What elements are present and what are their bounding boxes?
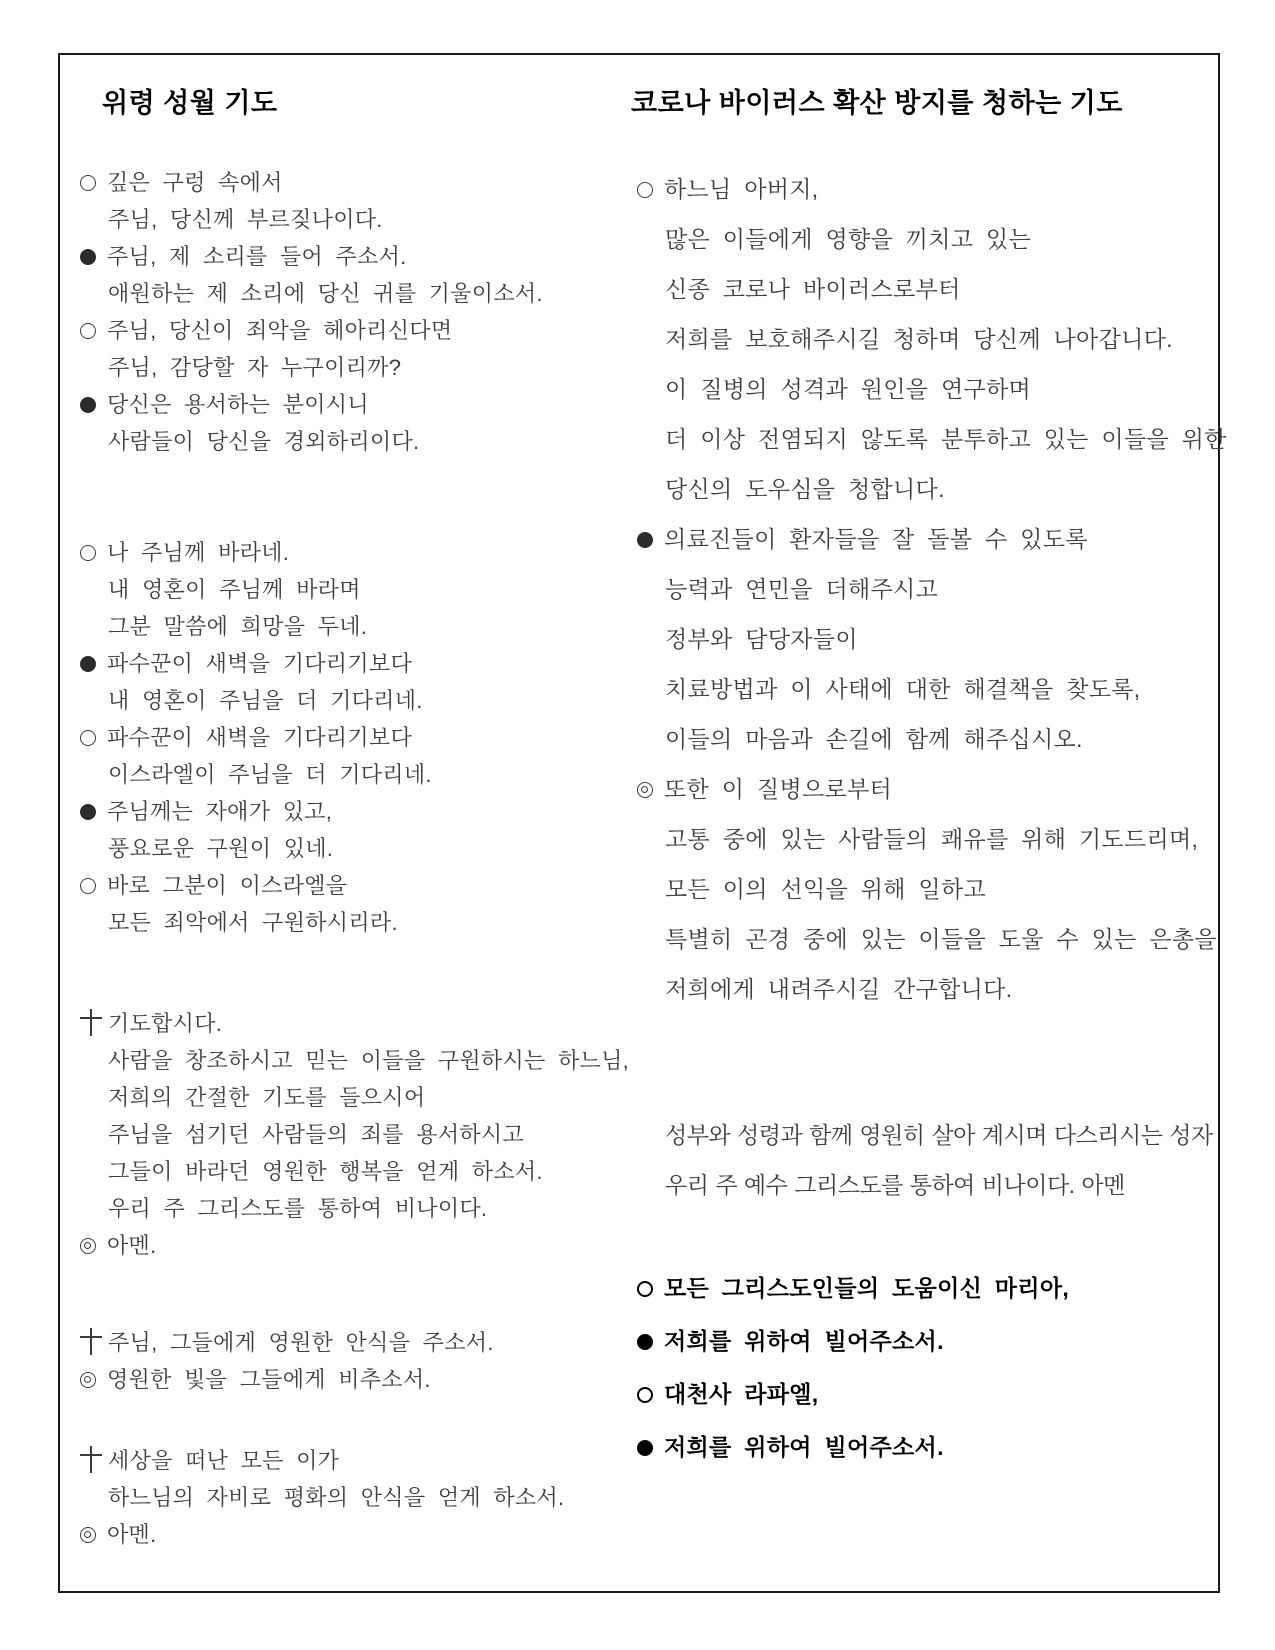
stanza [80,1442,625,1553]
marker-open-circle-icon [80,545,96,561]
verse-line: 모든 죄악에서 구원하시리라. [108,910,398,935]
stanza [80,1324,625,1398]
verse-line: 많은 이들에게 영향을 끼치고 있는 [665,226,1032,252]
verse-line: 내 영혼이 주님을 더 기다리네. [108,688,423,713]
verse-line: 치료방법과 이 사태에 대한 해결책을 찾도록, [665,676,1141,702]
right-prayer-body [637,164,1227,1474]
right-prayer-title: 코로나 바이러스 확산 방지를 청하는 기도 [631,88,1123,118]
verse-text: 또한 이 질병으로부터 [664,776,893,802]
marker-open-circle-icon [80,175,96,191]
stanza [637,1262,1189,1474]
stanza [80,534,625,941]
marker-filled-circle-icon [637,1440,653,1456]
verse-line [637,1421,1189,1474]
verse-line [80,312,625,349]
verse-line [80,386,625,423]
verse-text: 대천사 라파엘, [664,1381,819,1407]
left-prayer-column [80,86,630,1553]
verse-line: 사람들이 당신을 경외하리이다. [108,429,420,454]
marker-cross-icon [80,1328,102,1355]
verse-line: 하느님의 자비로 평화의 안식을 얻게 하소서. [108,1485,565,1510]
verse-line: 내 영혼이 주님께 바라며 [108,577,361,602]
verse-text: 파수꾼이 새벽을 기다리기보다 [107,651,413,676]
left-prayer-title: 위령 성월 기도 [102,88,278,118]
verse-line: 이스라엘이 주님을 더 기다리네. [108,762,432,787]
marker-open-circle-icon [637,1281,653,1297]
verse-line: 우리 주 예수 그리스도를 통하여 비나이다. 아멘 [665,1172,1125,1198]
stanza [637,164,1227,1014]
marker-double-circle-icon [80,1238,96,1254]
verse-line: 성부와 성령과 함께 영원히 살아 계시며 다스리시는 성자 [665,1122,1213,1148]
verse-line: 주님, 당신께 부르짖나이다. [108,207,383,232]
verse-text: 당신은 용서하는 분이시니 [107,392,369,417]
verse-line: 주님을 섬기던 사람들의 죄를 용서하시고 [108,1122,525,1147]
marker-filled-circle-icon [80,656,96,672]
verse-text: 세상을 떠난 모든 이가 [108,1448,340,1473]
verse-text: 아멘. [107,1522,157,1547]
marker-open-circle-icon [637,182,653,198]
marker-filled-circle-icon [80,249,96,265]
verse-line [80,1442,625,1479]
marker-cross-icon [80,1009,102,1036]
verse-line: 이들의 마음과 손길에 함께 해주십시오. [665,726,1083,752]
verse-line [637,764,1189,814]
marker-filled-circle-icon [80,397,96,413]
verse-line [80,1005,625,1042]
verse-line: 주님, 감당할 자 누구이리까? [108,355,402,380]
verse-line [637,1262,1189,1315]
verse-text: 주님, 제 소리를 들어 주소서. [107,244,407,269]
verse-text: 의료진들이 환자들을 잘 돌볼 수 있도록 [664,526,1088,552]
verse-line: 당신의 도우심을 청합니다. [665,476,945,502]
verse-text: 기도합시다. [108,1011,223,1036]
stanza [80,164,625,460]
verse-line [637,1368,1189,1421]
marker-filled-circle-icon [637,1334,653,1350]
verse-line [637,164,1189,214]
verse-line: 그들이 바라던 영원한 행복을 얻게 하소서. [108,1159,543,1184]
verse-line: 능력과 연민을 더해주시고 [665,576,939,602]
marker-filled-circle-icon [637,532,653,548]
verse-line: 풍요로운 구원이 있네. [108,836,334,861]
verse-line: 더 이상 전염되지 않도록 분투하고 있는 이들을 위한 [665,426,1227,452]
verse-line: 애원하는 제 소리에 당신 귀를 기울이소서. [108,281,543,306]
verse-line: 모든 이의 선익을 위해 일하고 [665,876,986,902]
verse-line: 특별히 곤경 중에 있는 이들을 도울 수 있는 은총을 [665,926,1217,952]
verse-line: 신종 코로나 바이러스로부터 [665,276,961,302]
marker-open-circle-icon [80,730,96,746]
verse-text: 바로 그분이 이스라엘을 [107,873,348,898]
verse-line: 고통 중에 있는 사람들의 쾌유를 위해 기도드리며, [665,826,1199,852]
verse-line [80,867,625,904]
verse-line [80,1324,625,1361]
marker-double-circle-icon [80,1527,96,1543]
marker-open-circle-icon [637,1387,653,1403]
verse-line: 저희를 보호해주시길 청하며 당신께 나아갑니다. [665,326,1173,352]
verse-line [80,164,625,201]
verse-text: 깊은 구렁 속에서 [107,170,283,195]
verse-line [80,1516,625,1553]
verse-line: 정부와 담당자들이 [665,626,858,652]
verse-text: 저희를 위하여 빌어주소서. [664,1434,944,1460]
verse-text: 영원한 빛을 그들에게 비추소서. [107,1367,431,1392]
marker-filled-circle-icon [80,804,96,820]
verse-line [80,238,625,275]
left-prayer-body [80,164,630,1553]
verse-text: 저희를 위하여 빌어주소서. [664,1328,944,1354]
verse-line: 저희의 간절한 기도를 들으시어 [108,1085,426,1110]
right-prayer-column [631,86,1227,1474]
verse-text: 모든 그리스도인들의 도움이신 마리아, [664,1275,1070,1301]
verse-line [637,514,1189,564]
verse-line: 이 질병의 성격과 원인을 연구하며 [665,376,1032,402]
verse-text: 파수꾼이 새벽을 기다리기보다 [107,725,413,750]
verse-text: 아멘. [107,1233,157,1258]
verse-text: 주님, 그들에게 영원한 안식을 주소서. [108,1330,494,1355]
marker-open-circle-icon [80,323,96,339]
marker-double-circle-icon [80,1372,96,1388]
verse-line [80,793,625,830]
verse-line [80,719,625,756]
verse-line: 그분 말씀에 희망을 두네. [108,614,368,639]
stanza [80,1005,630,1264]
verse-text: 주님, 당신이 죄악을 헤아리신다면 [107,318,453,343]
marker-open-circle-icon [80,878,96,894]
verse-line [80,1227,625,1264]
marker-double-circle-icon [637,782,653,798]
verse-line [637,1315,1189,1368]
verse-line [80,645,625,682]
verse-line [80,1361,625,1398]
stanza [637,1110,1213,1210]
verse-text: 하느님 아버지, [664,176,819,202]
verse-line: 사람을 창조하시고 믿는 이들을 구원하시는 하느님, [108,1048,630,1073]
verse-text: 나 주님께 바라네. [107,540,290,565]
verse-line [80,534,625,571]
verse-text: 주님께는 자애가 있고, [107,799,333,824]
marker-cross-icon [80,1446,102,1473]
verse-line: 우리 주 그리스도를 통하여 비나이다. [108,1196,488,1221]
verse-line: 저희에게 내려주시길 간구합니다. [665,976,1013,1002]
